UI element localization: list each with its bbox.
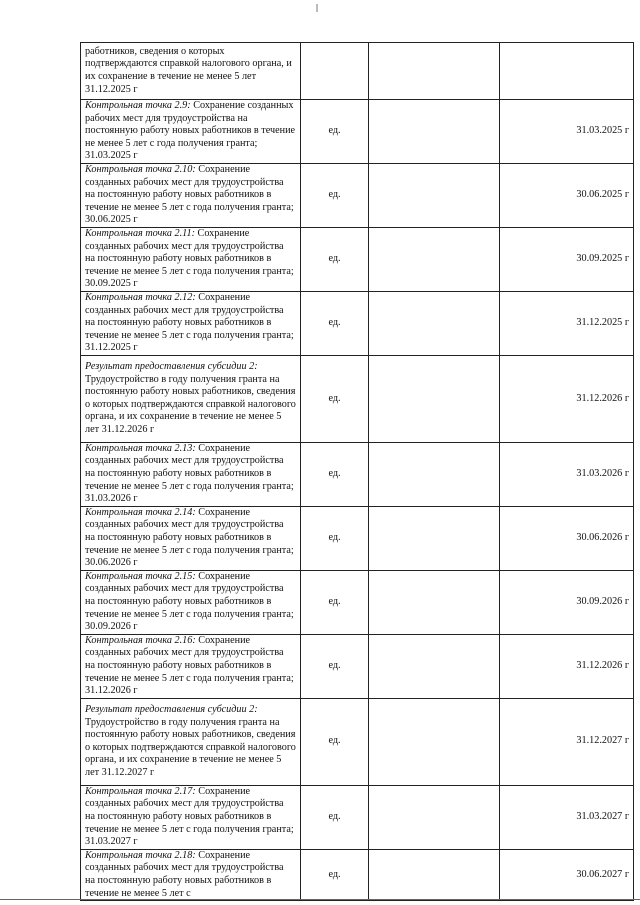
- unit-cell: ед.: [301, 227, 369, 291]
- row-label: Контрольная точка 2.13:: [85, 442, 196, 454]
- table-row: [81, 698, 634, 785]
- description-cell: [81, 355, 301, 442]
- value-cell: [369, 506, 500, 570]
- date-cell: [500, 43, 634, 100]
- date-cell: 30.09.2026 г: [500, 570, 634, 634]
- value-cell: [369, 785, 500, 849]
- value-cell: [369, 43, 500, 100]
- row-label: Контрольная точка 2.10:: [85, 163, 196, 175]
- description-cell: [81, 100, 301, 164]
- table-row: [81, 634, 634, 698]
- row-text: Сохранение созданных рабочих мест для трудоустройства на постоянную работу новых работников в течение не менее 5 лет с года получения гранта; 30.09.2025 г: [85, 227, 294, 290]
- unit-cell: ед.: [301, 849, 369, 900]
- row-label: Контрольная точка 2.11:: [85, 227, 195, 239]
- date-cell: 30.06.2027 г: [500, 849, 634, 900]
- row-label: Контрольная точка 2.17:: [85, 785, 196, 797]
- value-cell: [369, 849, 500, 900]
- value-cell: [369, 698, 500, 785]
- row-text: Сохранение созданных рабочих мест для трудоустройства на постоянную работу новых работников в течение не менее 5 лет с года получения гранта; 30.06.2025 г: [85, 163, 294, 226]
- unit-cell: ед.: [301, 100, 369, 164]
- row-text: Сохранение созданных рабочих мест для трудоустройства на постоянную работу новых работников в течение не менее 5 лет с года получения гранта; 31.12.2026 г: [85, 634, 294, 697]
- date-cell: 31.12.2025 г: [500, 291, 634, 355]
- table-row: [81, 570, 634, 634]
- unit-cell: ед.: [301, 355, 369, 442]
- value-cell: [369, 100, 500, 164]
- unit-cell: ед.: [301, 570, 369, 634]
- table-row: [81, 785, 634, 849]
- description-cell: [81, 634, 301, 698]
- description-cell: [81, 849, 301, 900]
- table-row: [81, 506, 634, 570]
- date-cell: 31.03.2026 г: [500, 442, 634, 506]
- row-label: Контрольная точка 2.12:: [85, 291, 196, 303]
- description-cell: [81, 442, 301, 506]
- table-row: [81, 163, 634, 227]
- row-text: Трудоустройство в году получения гранта на постоянную работу новых работников, сведения о которых подтверждаются справкой налогового органа, и их сохранение в течение не менее 5 лет 31.12.2026 г: [85, 373, 296, 436]
- value-cell: [369, 570, 500, 634]
- description-cell: [81, 227, 301, 291]
- row-text: Сохранение созданных рабочих мест для трудоустройства на постоянную работу новых работников в течение не менее 5 лет с года получения гранта; 30.06.2026 г: [85, 506, 294, 569]
- row-text: Сохранение созданных рабочих мест для трудоустройства на постоянную работу новых работников в течение не менее 5 лет с: [85, 849, 284, 899]
- row-text: Сохранение созданных рабочих мест для трудоустройства на постоянную работу новых работников в течение не менее 5 лет с года получения гранта; 30.09.2026 г: [85, 570, 294, 633]
- description-cell: [81, 785, 301, 849]
- table-row: [81, 100, 634, 164]
- unit-cell: ед.: [301, 291, 369, 355]
- table-row: [81, 849, 634, 900]
- unit-cell: ед.: [301, 698, 369, 785]
- unit-cell: [301, 43, 369, 100]
- description-cell: [81, 570, 301, 634]
- row-label: Контрольная точка 2.16:: [85, 634, 196, 646]
- value-cell: [369, 291, 500, 355]
- table-row: [81, 355, 634, 442]
- unit-cell: ед.: [301, 442, 369, 506]
- page-bottom-edge: [0, 899, 640, 900]
- unit-cell: ед.: [301, 785, 369, 849]
- row-text: Сохранение созданных рабочих мест для трудоустройства на постоянную работу новых работников в течение не менее 5 лет с года получения гранта; 31.03.2027 г: [85, 785, 294, 848]
- row-text: Сохранение созданных рабочих мест для трудоустройства на постоянную работу новых работников в течение не менее 5 лет с года получения гранта; 31.12.2025 г: [85, 291, 294, 354]
- date-cell: 30.09.2025 г: [500, 227, 634, 291]
- unit-cell: ед.: [301, 506, 369, 570]
- row-label: Результат предоставления субсидии 2:: [85, 361, 258, 373]
- value-cell: [369, 227, 500, 291]
- table-row: [81, 291, 634, 355]
- row-label: Контрольная точка 2.18:: [85, 849, 196, 861]
- value-cell: [369, 163, 500, 227]
- table-row: [81, 43, 634, 100]
- description-cell: [81, 291, 301, 355]
- date-cell: 31.03.2025 г: [500, 100, 634, 164]
- date-cell: 31.03.2027 г: [500, 785, 634, 849]
- scan-speck: [316, 4, 318, 12]
- subsidy-results-table: [80, 42, 634, 901]
- row-text: Трудоустройство в году получения гранта на постоянную работу новых работников, сведения о которых подтверждаются справкой налогового органа, и их сохранение в течение не менее 5 лет 31.12.2027 г: [85, 716, 296, 778]
- description-cell: [81, 698, 301, 785]
- date-cell: 30.06.2025 г: [500, 163, 634, 227]
- row-label: Контрольная точка 2.15:: [85, 570, 196, 582]
- date-cell: 31.12.2026 г: [500, 634, 634, 698]
- value-cell: [369, 442, 500, 506]
- table-row: [81, 227, 634, 291]
- description-cell: [81, 163, 301, 227]
- description-cell: [81, 506, 301, 570]
- row-text: Сохранение созданных рабочих мест для трудоустройства на постоянную работу новых работников в течение не менее 5 лет с года получения гранта; 31.03.2025 г: [85, 100, 296, 162]
- row-label: Результат предоставления субсидии 2:: [85, 703, 258, 715]
- unit-cell: ед.: [301, 163, 369, 227]
- row-text: Сохранение созданных рабочих мест для трудоустройства на постоянную работу новых работников в течение не менее 5 лет с года получения гранта; 31.03.2026 г: [85, 442, 294, 505]
- value-cell: [369, 634, 500, 698]
- row-label: Контрольная точка 2.9:: [85, 100, 191, 111]
- unit-cell: ед.: [301, 634, 369, 698]
- row-text: работников, сведения о которых подтверждаются справкой налогового органа, и их сохранение в течение не менее 5 лет 31.12.2025 г: [85, 45, 292, 95]
- row-label: Контрольная точка 2.14:: [85, 506, 196, 518]
- description-cell: [81, 43, 301, 100]
- date-cell: 31.12.2026 г: [500, 355, 634, 442]
- value-cell: [369, 355, 500, 442]
- date-cell: 30.06.2026 г: [500, 506, 634, 570]
- table-row: [81, 442, 634, 506]
- date-cell: 31.12.2027 г: [500, 698, 634, 785]
